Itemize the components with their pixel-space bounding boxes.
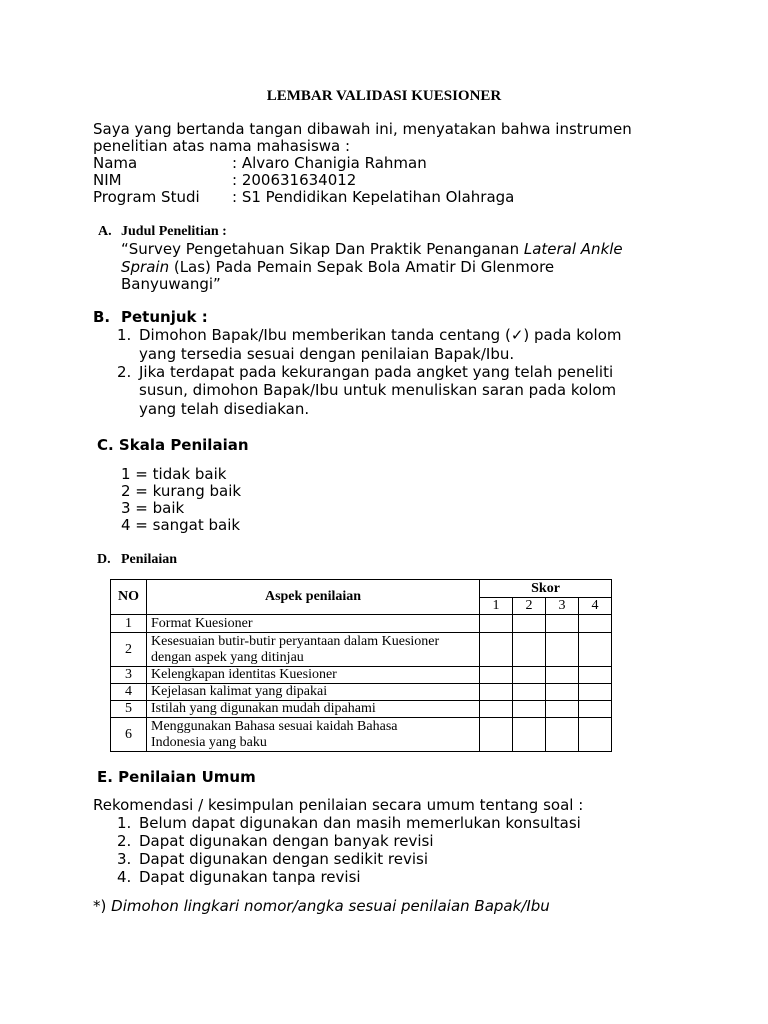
section-a-heading: Judul Penelitian : <box>121 224 227 239</box>
row-number: 4 <box>111 684 147 701</box>
recommendation-number: 4. <box>117 868 132 886</box>
research-title-text: (Las) Pada Pemain Sepak Bola Amatir Di Glenmore <box>169 258 555 276</box>
footnote-text: Dimohon lingkari nomor/angka sesuai penilaian Bapak/Ibu <box>111 897 550 915</box>
row-aspect <box>147 667 480 684</box>
score-cell[interactable] <box>546 667 579 684</box>
col-header-no: NO <box>111 580 147 615</box>
score-cell[interactable] <box>546 633 579 667</box>
research-title-line-3: Banyuwangi” <box>121 275 221 293</box>
recommendation-intro: Rekomendasi / kesimpulan penilaian secara umum tentang soal : <box>93 796 584 814</box>
table-row <box>111 684 612 701</box>
identity-label: Program Studi <box>93 188 200 206</box>
scale-item: 3 = baik <box>121 499 185 517</box>
recommendation-option: Dapat digunakan dengan banyak revisi <box>139 832 434 850</box>
instruction-line: yang telah disediakan. <box>139 400 310 418</box>
section-d-marker: D. <box>97 552 111 567</box>
row-aspect <box>147 701 480 718</box>
section-b-marker: B. <box>93 308 111 326</box>
identity-label: Nama <box>93 154 138 172</box>
identity-row-name <box>0 155 768 172</box>
instruction-line: Jika terdapat pada kekurangan pada angket yang telah peneliti <box>139 363 614 381</box>
score-cell[interactable] <box>579 667 612 684</box>
score-cell[interactable] <box>579 633 612 667</box>
score-cell[interactable] <box>480 667 513 684</box>
table-row <box>111 667 612 684</box>
recommendation-number: 2. <box>117 832 132 850</box>
col-header-aspect: Aspek penilaian <box>147 580 480 615</box>
score-cell[interactable] <box>579 718 612 752</box>
row-aspect <box>147 718 480 752</box>
identity-label: NIM <box>93 171 122 189</box>
research-title-text: “Survey Pengetahuan Sikap Dan Praktik Penanganan <box>121 240 524 258</box>
row-aspect-line: Indonesia yang baku <box>151 734 267 750</box>
row-aspect-line: Kelengkapan identitas Kuesioner <box>151 667 337 682</box>
score-cell[interactable] <box>546 684 579 701</box>
score-col-label: 4 <box>579 598 612 615</box>
score-cell[interactable] <box>513 684 546 701</box>
score-cell[interactable] <box>546 615 579 633</box>
table-row <box>111 615 612 633</box>
row-aspect-line: Istilah yang digunakan mudah dipahami <box>151 701 376 716</box>
recommendation-option: Dapat digunakan tanpa revisi <box>139 868 361 886</box>
row-aspect-line: Format Kuesioner <box>151 615 253 631</box>
score-cell[interactable] <box>480 718 513 752</box>
score-cell[interactable] <box>480 684 513 701</box>
score-cell[interactable] <box>546 701 579 718</box>
row-number: 3 <box>111 667 147 684</box>
footnote-marker: *) <box>93 897 107 915</box>
research-title-italic: Lateral Ankle <box>523 240 623 258</box>
table-header-row <box>111 580 612 598</box>
research-title-line-2 <box>121 259 554 276</box>
score-cell[interactable] <box>480 701 513 718</box>
section-b-heading: Petunjuk : <box>121 308 208 326</box>
score-col-label: 2 <box>513 598 546 615</box>
score-cell[interactable] <box>546 718 579 752</box>
instruction-number: 2. <box>117 363 132 381</box>
row-aspect-line: Kesesuaian butir-butir peryantaan dalam Kuesioner <box>151 633 440 649</box>
recommendation-option: Belum dapat digunakan dan masih memerlukan konsultasi <box>139 814 581 832</box>
research-title-line-1 <box>121 241 623 258</box>
score-cell[interactable] <box>579 615 612 633</box>
intro-line-1: Saya yang bertanda tangan dibawah ini, menyatakan bahwa instrumen <box>93 120 632 138</box>
section-c-heading: C. Skala Penilaian <box>97 436 249 454</box>
score-cell[interactable] <box>579 701 612 718</box>
instruction-line: susun, dimohon Bapak/Ibu untuk menuliskan saran pada kolom <box>139 381 617 399</box>
score-col-label: 1 <box>480 598 513 615</box>
page-title: LEMBAR VALIDASI KUESIONER <box>266 88 502 104</box>
section-d-heading: Penilaian <box>121 552 178 567</box>
row-number: 5 <box>111 701 147 718</box>
research-title-italic: Sprain <box>121 258 170 276</box>
score-cell[interactable] <box>513 633 546 667</box>
instruction-line: yang tersedia sesuai dengan penilaian Bapak/Ibu. <box>139 345 515 363</box>
intro-line-2: penelitian atas nama mahasiswa : <box>93 137 351 155</box>
row-aspect-line: Kejelasan kalimat yang dipakai <box>151 684 328 699</box>
identity-row-program <box>0 189 768 206</box>
section-e-heading: E. Penilaian Umum <box>97 768 256 786</box>
score-cell[interactable] <box>513 718 546 752</box>
identity-value: : S1 Pendidikan Kepelatihan Olahraga <box>232 188 515 206</box>
score-cell[interactable] <box>480 633 513 667</box>
instruction-number: 1. <box>117 326 132 344</box>
score-col-label: 3 <box>546 598 579 615</box>
section-a-marker: A. <box>98 224 112 239</box>
score-cell[interactable] <box>513 667 546 684</box>
score-cell[interactable] <box>513 701 546 718</box>
footnote <box>93 898 550 915</box>
recommendation-option: Dapat digunakan dengan sedikit revisi <box>139 850 428 868</box>
scale-item: 4 = sangat baik <box>121 516 241 534</box>
identity-row-nim <box>0 172 768 189</box>
row-aspect <box>147 615 480 633</box>
row-aspect <box>147 633 480 667</box>
row-aspect-line: Menggunakan Bahasa sesuai kaidah Bahasa <box>151 718 398 734</box>
row-number: 2 <box>111 633 147 667</box>
table-row <box>111 701 612 718</box>
row-aspect-line: dengan aspek yang ditinjau <box>151 649 304 665</box>
row-number: 1 <box>111 615 147 633</box>
recommendation-number: 1. <box>117 814 132 832</box>
table-row <box>111 633 612 667</box>
score-cell[interactable] <box>480 615 513 633</box>
scale-item: 1 = tidak baik <box>121 465 227 483</box>
identity-value: : Alvaro Chanigia Rahman <box>232 154 427 172</box>
identity-value: : 200631634012 <box>232 171 357 189</box>
row-aspect <box>147 684 480 701</box>
scale-item: 2 = kurang baik <box>121 482 242 500</box>
score-cell[interactable] <box>579 684 612 701</box>
row-number: 6 <box>111 718 147 752</box>
rating-table <box>110 579 612 752</box>
score-cell[interactable] <box>513 615 546 633</box>
recommendation-number: 3. <box>117 850 132 868</box>
col-header-score: Skor <box>480 580 612 598</box>
instruction-line: Dimohon Bapak/Ibu memberikan tanda centang (✓) pada kolom <box>139 326 622 344</box>
table-row <box>111 718 612 752</box>
